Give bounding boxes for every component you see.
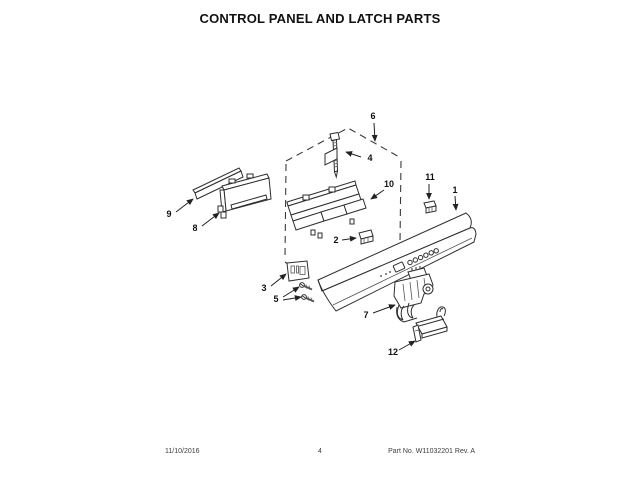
callout-8-arrow <box>202 213 219 226</box>
callout-8-label: 8 <box>192 223 198 233</box>
callout-5-arrow-b <box>283 297 301 300</box>
callout-12-label: 12 <box>387 347 399 357</box>
footer-part-number: Part No. W11032201 Rev. A <box>388 448 475 455</box>
callout-12-arrow <box>399 341 415 350</box>
callout-1-label: 1 <box>452 185 458 195</box>
callout-5-label: 5 <box>273 294 279 304</box>
callout-3-arrow <box>271 274 286 286</box>
footer-date: 11/10/2016 <box>165 448 200 455</box>
callout-1-arrow <box>455 196 456 210</box>
part-3-overlay-plate <box>287 261 309 281</box>
part-11-clip <box>424 201 436 213</box>
page-title: CONTROL PANEL AND LATCH PARTS <box>199 11 441 26</box>
callout-9-arrow <box>176 199 193 212</box>
callout-10-arrow <box>371 190 384 199</box>
callout-9-label: 9 <box>166 209 172 219</box>
callout-7-label: 7 <box>363 310 369 320</box>
callout-11-label: 11 <box>425 172 435 182</box>
part-5-screws <box>300 283 314 302</box>
part-4-screw <box>325 133 340 178</box>
callout-4-arrow <box>346 152 361 157</box>
callout-5-arrow-a <box>283 287 299 297</box>
part-10-control-board <box>287 181 366 238</box>
part-2-clip <box>359 230 373 244</box>
callout-2-arrow <box>342 238 356 240</box>
callout-2-label: 2 <box>333 235 339 245</box>
part-12-latch-bracket <box>413 307 447 342</box>
callout-4-label: 4 <box>367 153 373 163</box>
callout-10-label: 10 <box>383 179 395 189</box>
footer-page-number: 4 <box>318 448 322 455</box>
callout-6-label: 6 <box>370 111 376 121</box>
callout-3-label: 3 <box>261 283 267 293</box>
callout-7-arrow <box>373 305 395 313</box>
callout-6-arrow <box>374 123 375 141</box>
